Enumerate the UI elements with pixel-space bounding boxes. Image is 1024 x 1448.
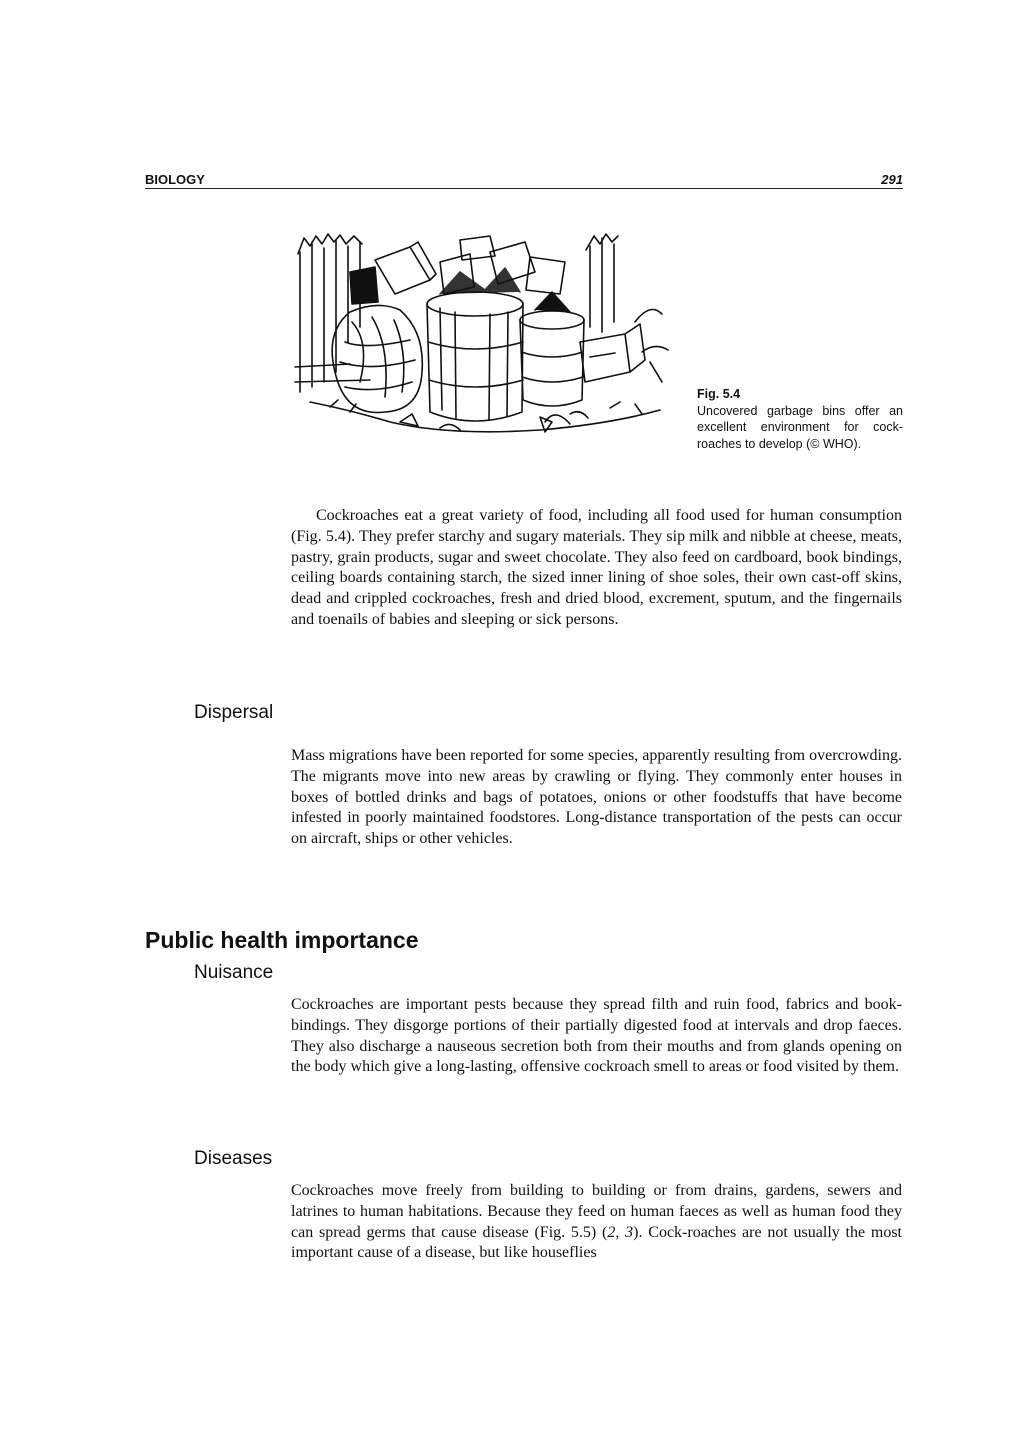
figure-caption	[697, 386, 903, 452]
paragraph-dispersal: Mass migrations have been reported for some species, apparently resulting from overcrowding. The migrants move into new areas by crawling or flying. They commonly enter houses in boxes of bottled drinks and bags of potatoes, onions or other foodstuffs that have become infested in poorly maintained foodstores. Long-distance transportation of the pests can occur on aircraft, ships or other vehicles.	[291, 747, 902, 848]
paragraph-nuisance: Cockroaches are important pests because they spread filth and ruin food, fabrics and book-bindings. They disgorge portions of their partially digested food at intervals and drop faeces. They also discharge a nauseous secretion both from their mouths and from glands opening on the body which give a long-lasting, offensive cockroach smell to areas or food visited by them.	[291, 996, 902, 1076]
figure-caption-text: Uncovered garbage bins offer an excellent environment for cock-roaches to develop (© WHO).	[697, 403, 903, 451]
heading-nuisance: Nuisance	[194, 962, 274, 983]
running-header	[145, 172, 903, 189]
diseases-text-start: Cockroaches move freely from building to building or from drains, gardens, sewers and latrines to human habitations. Because they feed on human faeces as well as human food they can spread germs that cause disease (Fig. 5.5) (	[291, 1182, 902, 1241]
reference-separator: ,	[615, 1223, 626, 1241]
page-number: 291	[881, 172, 903, 187]
diseases-text-end: ). Cock-roaches are not usually the most important cause of a disease, but like houseflies	[291, 1223, 902, 1262]
section-title: BIOLOGY	[145, 172, 205, 187]
paragraph-diseases	[291, 1181, 902, 1264]
reference-3: 3	[625, 1223, 634, 1241]
heading-dispersal: Dispersal	[194, 702, 274, 723]
reference-2: 2	[607, 1223, 616, 1241]
garbage-bins-illustration	[290, 232, 675, 444]
heading-diseases: Diseases	[194, 1148, 273, 1169]
figure-label: Fig. 5.4	[697, 387, 741, 401]
paragraph-food: Cockroaches eat a great variety of food, including all food used for human consumption (Fig. 5.4). They prefer starchy and sugary materials. They sip milk and nibble at cheese, meats, pastry, grain products, sugar and sweet chocolate. They also feed on cardboard, book bindings, ceiling boards containing starch, the sized inner lining of shoe soles, their own cast-off skins, dead and crippled cockroaches, fresh and dried blood, excrement, sputum, and the fingernails and toenails of babies and sleeping or sick persons.	[291, 507, 902, 628]
heading-public-health: Public health importance	[145, 927, 419, 953]
